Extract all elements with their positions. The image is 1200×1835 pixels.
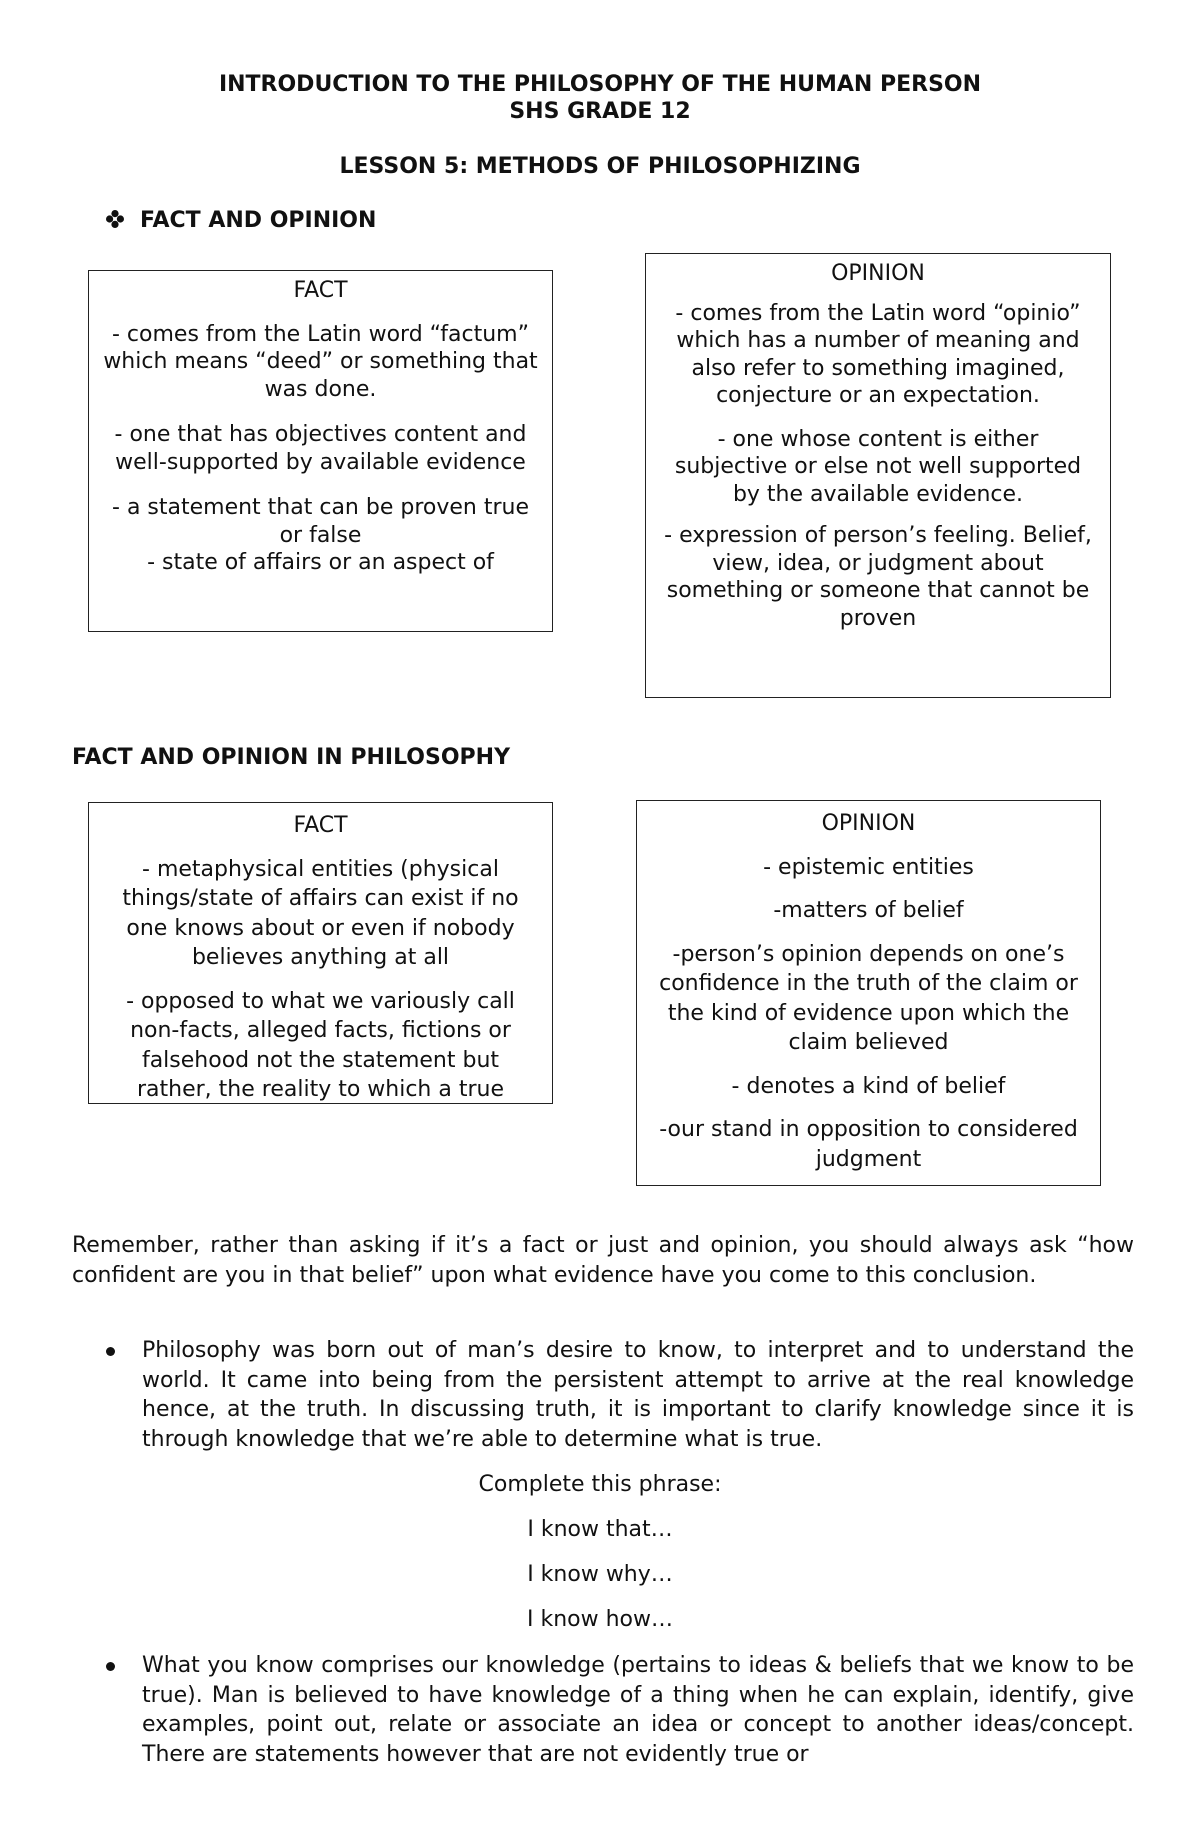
lesson-title: LESSON 5: METHODS OF PHILOSOPHIZING: [339, 154, 861, 179]
bullet-item: [72, 1651, 1134, 1769]
bullet-text: What you know comprises our knowledge (pertains to ideas & beliefs that we know to be true). Man is believed to have knowledge of a thing when he can explain, identify, give examples, point out, relate or associate an idea or concept to another ideas/concept. There are statements however that are not evidently true or: [142, 1653, 1134, 1767]
philosophy-opinion-box: [636, 800, 1101, 1186]
philosophy-opinion-item: -matters of belief: [773, 898, 964, 923]
phrase-know-that: I know that…: [527, 1517, 673, 1542]
complete-phrase-prompt: Complete this phrase:: [478, 1472, 722, 1497]
phrase-know-why: I know why…: [527, 1562, 673, 1587]
bullet-dot-icon: [106, 1347, 115, 1356]
philosophy-fact-box: [88, 802, 553, 1104]
fact-item: - one that has objectives content and well-supported by available evidence: [114, 422, 527, 475]
philosophy-opinion-item: - epistemic entities: [763, 854, 974, 880]
philosophy-opinion-title: OPINION: [821, 811, 916, 836]
course-title: INTRODUCTION TO THE PHILOSOPHY OF THE HUMAN PERSON: [218, 72, 982, 97]
fact-item: - comes from the Latin word “factum” which means “deed” or something that was done.: [103, 321, 538, 402]
section-heading-philosophy: FACT AND OPINION IN PHILOSOPHY: [72, 745, 511, 770]
bullet-dot-icon: [106, 1662, 115, 1671]
remember-paragraph: Remember, rather than asking if it’s a fact or just and opinion, you should always ask “how confident are you in that belief” upon what evidence have you come to this conclusion.: [72, 1233, 1134, 1288]
section-heading-text: FACT AND OPINION: [140, 208, 377, 233]
fact-box: [88, 270, 553, 632]
grade-label: SHS GRADE 12: [509, 99, 691, 124]
philosophy-opinion-item: - denotes a kind of belief: [731, 1073, 1006, 1099]
opinion-item: - comes from the Latin word “opinio” which has a number of meaning and also refer to something imagined, conjecture or an expectation.: [675, 300, 1081, 408]
opinion-item: - one whose content is either subjective or else not well supported by the available evidence.: [674, 426, 1082, 507]
fact-item: - a statement that can be proven true or false: [112, 495, 529, 548]
section-heading-fact-opinion: [106, 207, 376, 235]
opinion-box: [645, 253, 1111, 698]
fact-item: - state of affairs or an aspect of: [147, 550, 494, 575]
bullet-item: [72, 1336, 1134, 1454]
philosophy-fact-item: - metaphysical entities (physical things/state of affairs can exist if no one knows about or even if nobody believes anything at all: [122, 856, 519, 970]
phrase-know-how: I know how…: [526, 1607, 673, 1632]
opinion-item: - expression of person’s feeling. Belief, view, idea, or judgment about something or someone that cannot be proven: [664, 523, 1092, 631]
fact-box-title: FACT: [293, 278, 348, 303]
opinion-box-title: OPINION: [831, 261, 925, 286]
philosophy-opinion-item: -our stand in opposition to considered judgment: [659, 1117, 1078, 1172]
philosophy-fact-title: FACT: [293, 813, 348, 838]
diamond-bullet-icon: [106, 210, 124, 228]
philosophy-fact-item: - opposed to what we variously call non-facts, alleged facts, fictions or falsehood not the statement but rather, the reality to which a true: [126, 988, 515, 1102]
philosophy-opinion-item: -person’s opinion depends on one’s confidence in the truth of the claim or the kind of evidence upon which the claim believed: [659, 941, 1078, 1055]
bullet-text: Philosophy was born out of man’s desire to know, to interpret and to understand the world. It came into being from the persistent attempt to arrive at the real knowledge hence, at the truth. In discussing truth, it is important to clarify knowledge since it is through knowledge that we’re able to determine what is true.: [142, 1338, 1134, 1452]
